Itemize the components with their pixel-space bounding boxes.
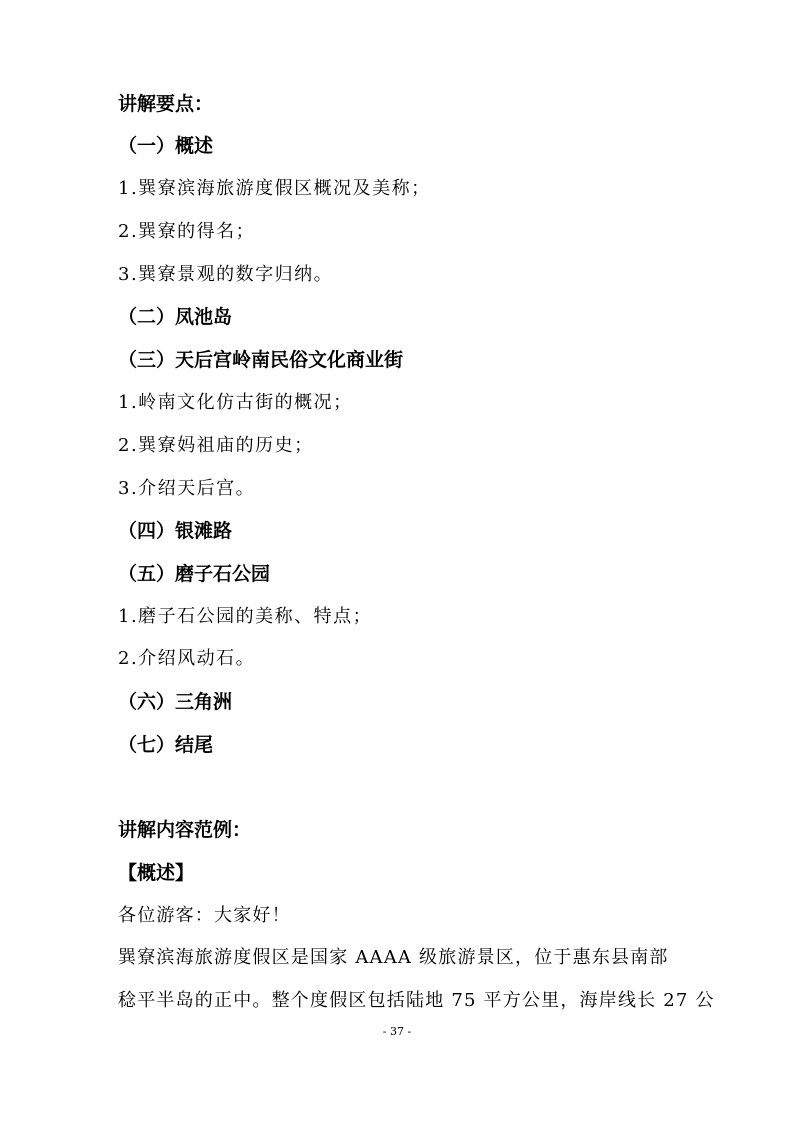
paragraph-line: 稔平半岛的正中。整个度假区包括陆地 75 平方公里，海岸线长 27 公	[118, 990, 715, 1011]
page-number: - 37 -	[382, 1025, 412, 1038]
point-line: 1.巽寮滨海旅游度假区概况及美称；	[118, 178, 431, 199]
point-line: （六）三角洲	[118, 691, 233, 713]
greeting-line: 各位游客：大家好！	[118, 905, 291, 926]
point-line: （三）天后宫岭南民俗文化商业街	[118, 349, 404, 371]
point-line: 1.岭南文化仿古街的概况；	[118, 392, 353, 413]
examples-heading: 讲解内容范例：	[118, 819, 252, 841]
overview-heading: 【概述】	[118, 862, 195, 884]
point-line: 1.磨子石公园的美称、特点；	[118, 606, 373, 627]
point-line: （二）凤池岛	[118, 306, 233, 328]
point-line: （四）银滩路	[118, 520, 233, 542]
points-heading: 讲解要点：	[118, 93, 214, 115]
point-line: 2.巽寮的得名；	[118, 221, 256, 242]
point-line: （七）结尾	[118, 734, 214, 756]
point-line: （一）概述	[118, 135, 214, 157]
paragraph-line: 巽寮滨海旅游度假区是国家 AAAA 级旅游景区，位于惠东县南部	[118, 947, 669, 968]
point-line: 2.巽寮妈祖庙的历史；	[118, 435, 314, 456]
point-line: 3.巽寮景观的数字归纳。	[118, 264, 334, 285]
point-line: 3.介绍天后宫。	[118, 478, 256, 499]
point-line: 2.介绍风动石。	[118, 648, 256, 669]
point-line: （五）磨子石公园	[118, 563, 271, 585]
